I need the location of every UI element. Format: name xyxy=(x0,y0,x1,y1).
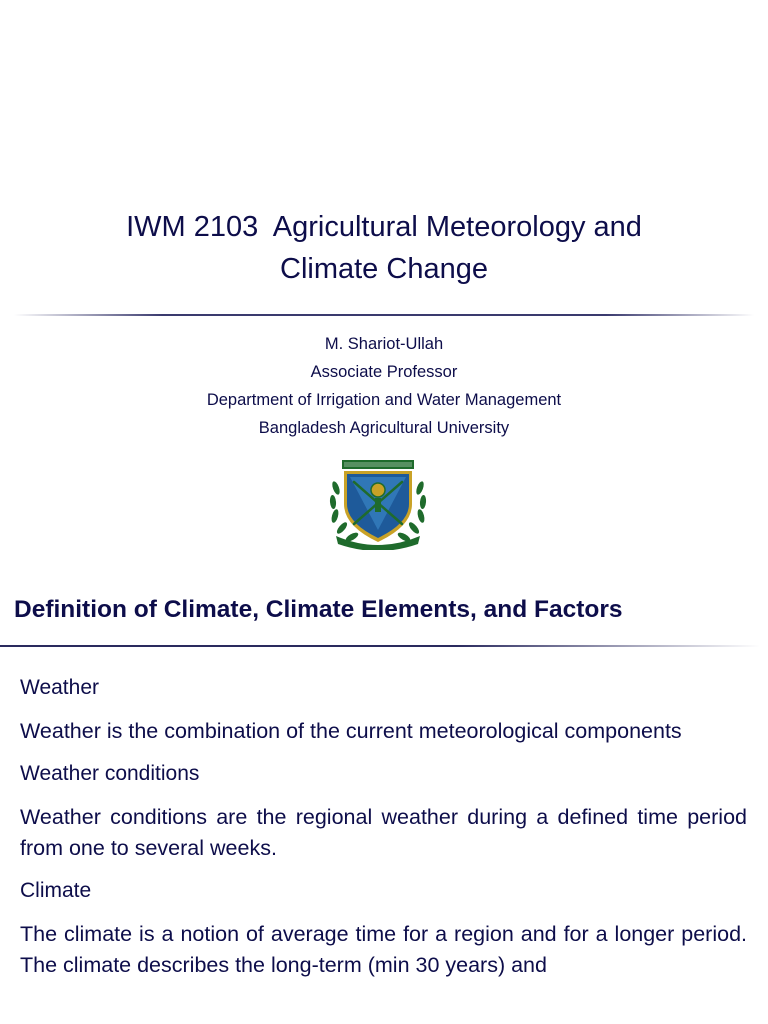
author-block xyxy=(0,330,768,442)
definitions-body xyxy=(20,673,747,993)
author-position: Associate Professor xyxy=(310,363,458,381)
author-name: M. Shariot-Ullah xyxy=(324,335,444,353)
title-divider xyxy=(14,314,754,316)
author-department: Department of Irrigation and Water Management xyxy=(206,391,562,409)
subheading-climate: Climate xyxy=(20,879,92,902)
content-slide xyxy=(0,570,768,1024)
university-seal-icon xyxy=(326,458,430,550)
slide-title-line-1: IWM 2103 Agricultural Meteorology and xyxy=(126,211,642,243)
subheading-weather-conditions: Weather conditions xyxy=(20,762,200,785)
section-heading: Definition of Climate, Climate Elements, and Factors xyxy=(14,596,623,623)
heading-divider xyxy=(0,645,760,647)
paragraph-climate: The climate is a notion of average time for a region and for a longer period. The climate describes the long-term (min 30 years) and xyxy=(20,922,747,977)
paragraph-weather-conditions: Weather conditions are the regional weather during a defined time period from one to several weeks. xyxy=(20,805,747,860)
paragraph-weather: Weather is the combination of the current meteorological components xyxy=(20,719,682,743)
author-university: Bangladesh Agricultural University xyxy=(258,419,510,437)
slide-title-line-2: Climate Change xyxy=(280,253,488,285)
slide-title xyxy=(0,206,768,290)
subheading-weather: Weather xyxy=(20,676,99,699)
